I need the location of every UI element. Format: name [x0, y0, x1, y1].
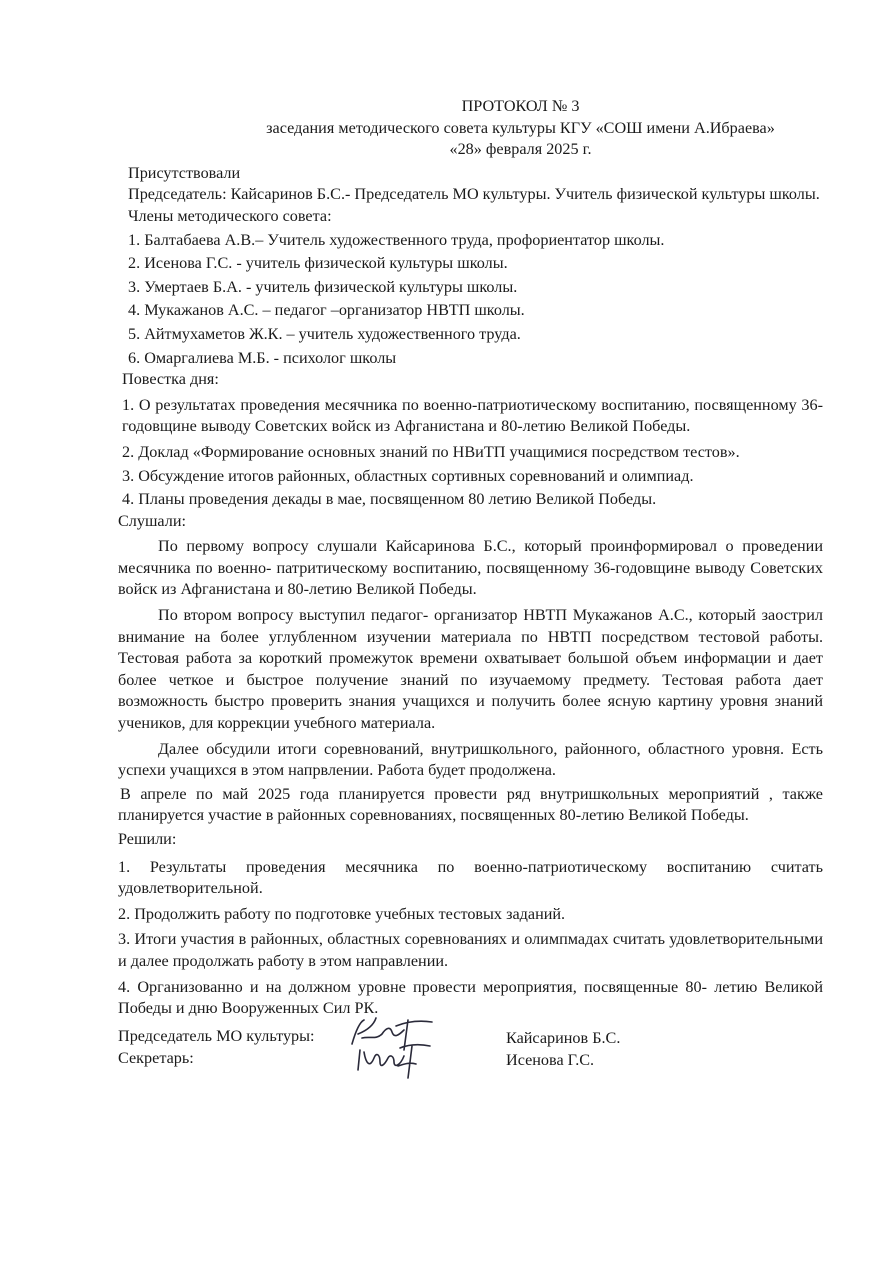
heard-paragraph: По втором вопросу выступил педагог- организатор НВТП Мукажанов А.С., который заострил внимание на более углубленном изучении материала по НВТП посредством тестовой работы. Тестовая работа за короткий промежуток времени охватывает большой объем информации и дает более четкое и быстрое получение знаний по изучаемому предмету. Тестовая работа дает возможность быстро проверить знания учащихся и получить более ясную картину уровня знаний учеников, для коррекции учебного материала.: [118, 606, 823, 733]
decision-item: 1. Результаты проведения месячника по военно-патриотическому воспитанию считать удовлетворительной.: [118, 857, 823, 898]
attendance-section: [118, 163, 823, 369]
heard-heading: Слушали:: [118, 511, 186, 530]
member-list: [128, 230, 823, 370]
secretary-signature-label: Секретарь:: [118, 1048, 194, 1067]
agenda-item: 1. О результатах проведения месячника по военно-патриотическому воспитанию, посвященному 36-годовщине выводу Советских войск из Афганистана и 80-летию Великой Победы.: [122, 395, 823, 436]
protocol-title: ПРОТОКОЛ № 3: [461, 97, 580, 115]
chair-signature-row: [118, 1026, 823, 1048]
agenda-item: 3. Обсуждение итогов районных, областных сортивных соревнований и олимпиад.: [122, 466, 694, 485]
heard-paragraph: По первому вопросу слушали Кайсаринова Б.С., который проинформировал о проведении месячника по военно- патритическому воспитанию, посвященному 36-годовщине выводу Советских войск из Афганистана и 80-летию Великой Победы.: [118, 537, 823, 599]
member-item: 4. Мукажанов А.С. – педагог –организатор НВТП школы.: [128, 301, 525, 320]
heard-section: [118, 511, 823, 827]
member-item: 6. Омаргалиева М.Б. - психолог школы: [128, 348, 397, 367]
agenda-item: 2. Доклад «Формирование основных знаний по НВиТП учащимися посредством тестов».: [122, 442, 740, 461]
chair-line: Председатель: Кайсаринов Б.С.- Председатель МО культуры. Учитель физической культуры школы.: [128, 185, 820, 204]
agenda-item: 4. Планы проведения декады в мае, посвященном 80 летию Великой Победы.: [122, 490, 657, 509]
agenda-section: [122, 369, 823, 511]
member-item: 1. Балтабаева А.В.– Учитель художественного труда, профориентатор школы.: [128, 230, 665, 249]
secretary-signature-image: [354, 1040, 434, 1080]
members-heading: Члены методического совета:: [128, 206, 332, 225]
attendance-heading: Присутствовали: [128, 163, 241, 182]
decided-heading: Решили:: [118, 830, 177, 848]
decision-item: 2. Продолжить работу по подготовке учебных тестовых заданий.: [118, 904, 566, 923]
decided-section: [118, 829, 823, 1020]
chair-signature-label: Председатель МО культуры:: [118, 1026, 315, 1045]
signature-block: [118, 1026, 823, 1070]
secretary-signature-row: [118, 1048, 823, 1070]
agenda-heading: Повестка дня:: [122, 370, 219, 389]
protocol-subtitle: заседания методического совета культуры КГУ «СОШ имени А.Ибраева»: [266, 118, 775, 137]
heard-paragraph: В апреле по май 2025 года планируется провести ряд внутришкольных мероприятий , также планируется участие в районных соревнованиях, посвященных 80-летию Великой Победы.: [118, 784, 823, 825]
decision-item: 4. Организованно и на должном уровне провести мероприятия, посвященные 80- летию Великой Победы и дню Вооруженных Сил РК.: [118, 977, 823, 1018]
member-item: 2. Исенова Г.С. - учитель физической культуры школы.: [128, 254, 508, 273]
secretary-name: Исенова Г.С.: [506, 1050, 595, 1069]
heard-paragraph: Далее обсудили итоги соревнований, внутришкольного, районного, областного уровня. Есть успехи учащихся в этом напрвлении. Работа будет продолжена.: [118, 739, 823, 780]
chair-name: Кайсаринов Б.С.: [506, 1028, 621, 1047]
member-item: 3. Умертаев Б.А. - учитель физической культуры школы.: [128, 277, 518, 296]
protocol-date: «28» февраля 2025 г.: [449, 140, 592, 159]
decision-item: 3. Итоги участия в районных, областных соревнованиях и олимпмадах считать удовлетворительными и далее продолжать работу в этом направлении.: [118, 930, 823, 970]
member-item: 5. Айтмухаметов Ж.К. – учитель художественного труда.: [128, 324, 521, 343]
document-header: [178, 96, 863, 161]
